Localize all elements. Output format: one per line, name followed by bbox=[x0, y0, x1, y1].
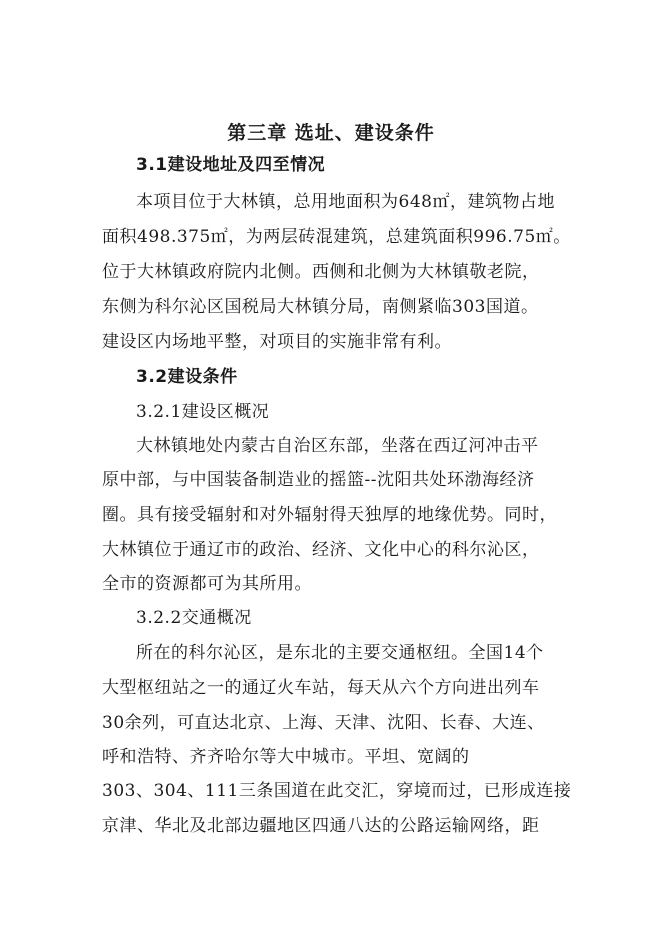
paragraph-line: 大林镇地处内蒙古自治区东部，坐落在西辽河冲击平 bbox=[136, 436, 539, 456]
paragraph-line: 位于大林镇政府院内北侧。西侧和北侧为大林镇敬老院， bbox=[102, 262, 540, 282]
subsection-heading-3-2-1: 3.2.1建设区概况 bbox=[136, 402, 270, 422]
paragraph-line: 原中部，与中国装备制造业的摇篮--沈阳共处环渤海经济 bbox=[102, 470, 535, 490]
section-heading-3-1: 3.1建设地址及四至情况 bbox=[136, 155, 326, 175]
section-heading-3-2: 3.2建设条件 bbox=[136, 367, 238, 387]
paragraph-line: 圈。具有接受辐射和对外辐射得天独厚的地缘优势。同时， bbox=[102, 505, 557, 525]
chapter-title: 第三章 选址、建设条件 bbox=[227, 122, 435, 144]
paragraph-line: 面积498.375㎡，为两层砖混建筑，总建筑面积996.75㎡。 bbox=[102, 227, 571, 247]
paragraph-line: 大林镇位于通辽市的政治、经济、文化中心的科尔沁区， bbox=[102, 540, 540, 560]
paragraph-line: 东侧为科尔沁区国税局大林镇分局，南侧紧临303国道。 bbox=[102, 297, 539, 317]
paragraph-line: 所在的科尔沁区，是东北的主要交通枢纽。全国14个 bbox=[136, 643, 544, 663]
paragraph-line: 京津、华北及北部边疆地区四通八达的公路运输网络，距 bbox=[102, 816, 540, 836]
paragraph-line: 30余列，可直达北京、上海、天津、沈阳、长春、大连、 bbox=[102, 713, 545, 733]
subsection-heading-3-2-2: 3.2.2交通概况 bbox=[136, 608, 252, 628]
paragraph-line: 全市的资源都可为其所用。 bbox=[102, 574, 312, 594]
paragraph-line: 303、304、111三条国道在此交汇，穿境而过，已形成连接 bbox=[102, 781, 572, 801]
paragraph-line: 本项目位于大林镇，总用地面积为648㎡，建筑物占地 bbox=[136, 192, 555, 212]
paragraph-line: 建设区内场地平整，对项目的实施非常有利。 bbox=[102, 332, 452, 352]
paragraph-line: 大型枢纽站之一的通辽火车站，每天从六个方向进出列车 bbox=[102, 678, 540, 698]
paragraph-line: 呼和浩特、齐齐哈尔等大中城市。平坦、宽阔的 bbox=[102, 747, 470, 767]
